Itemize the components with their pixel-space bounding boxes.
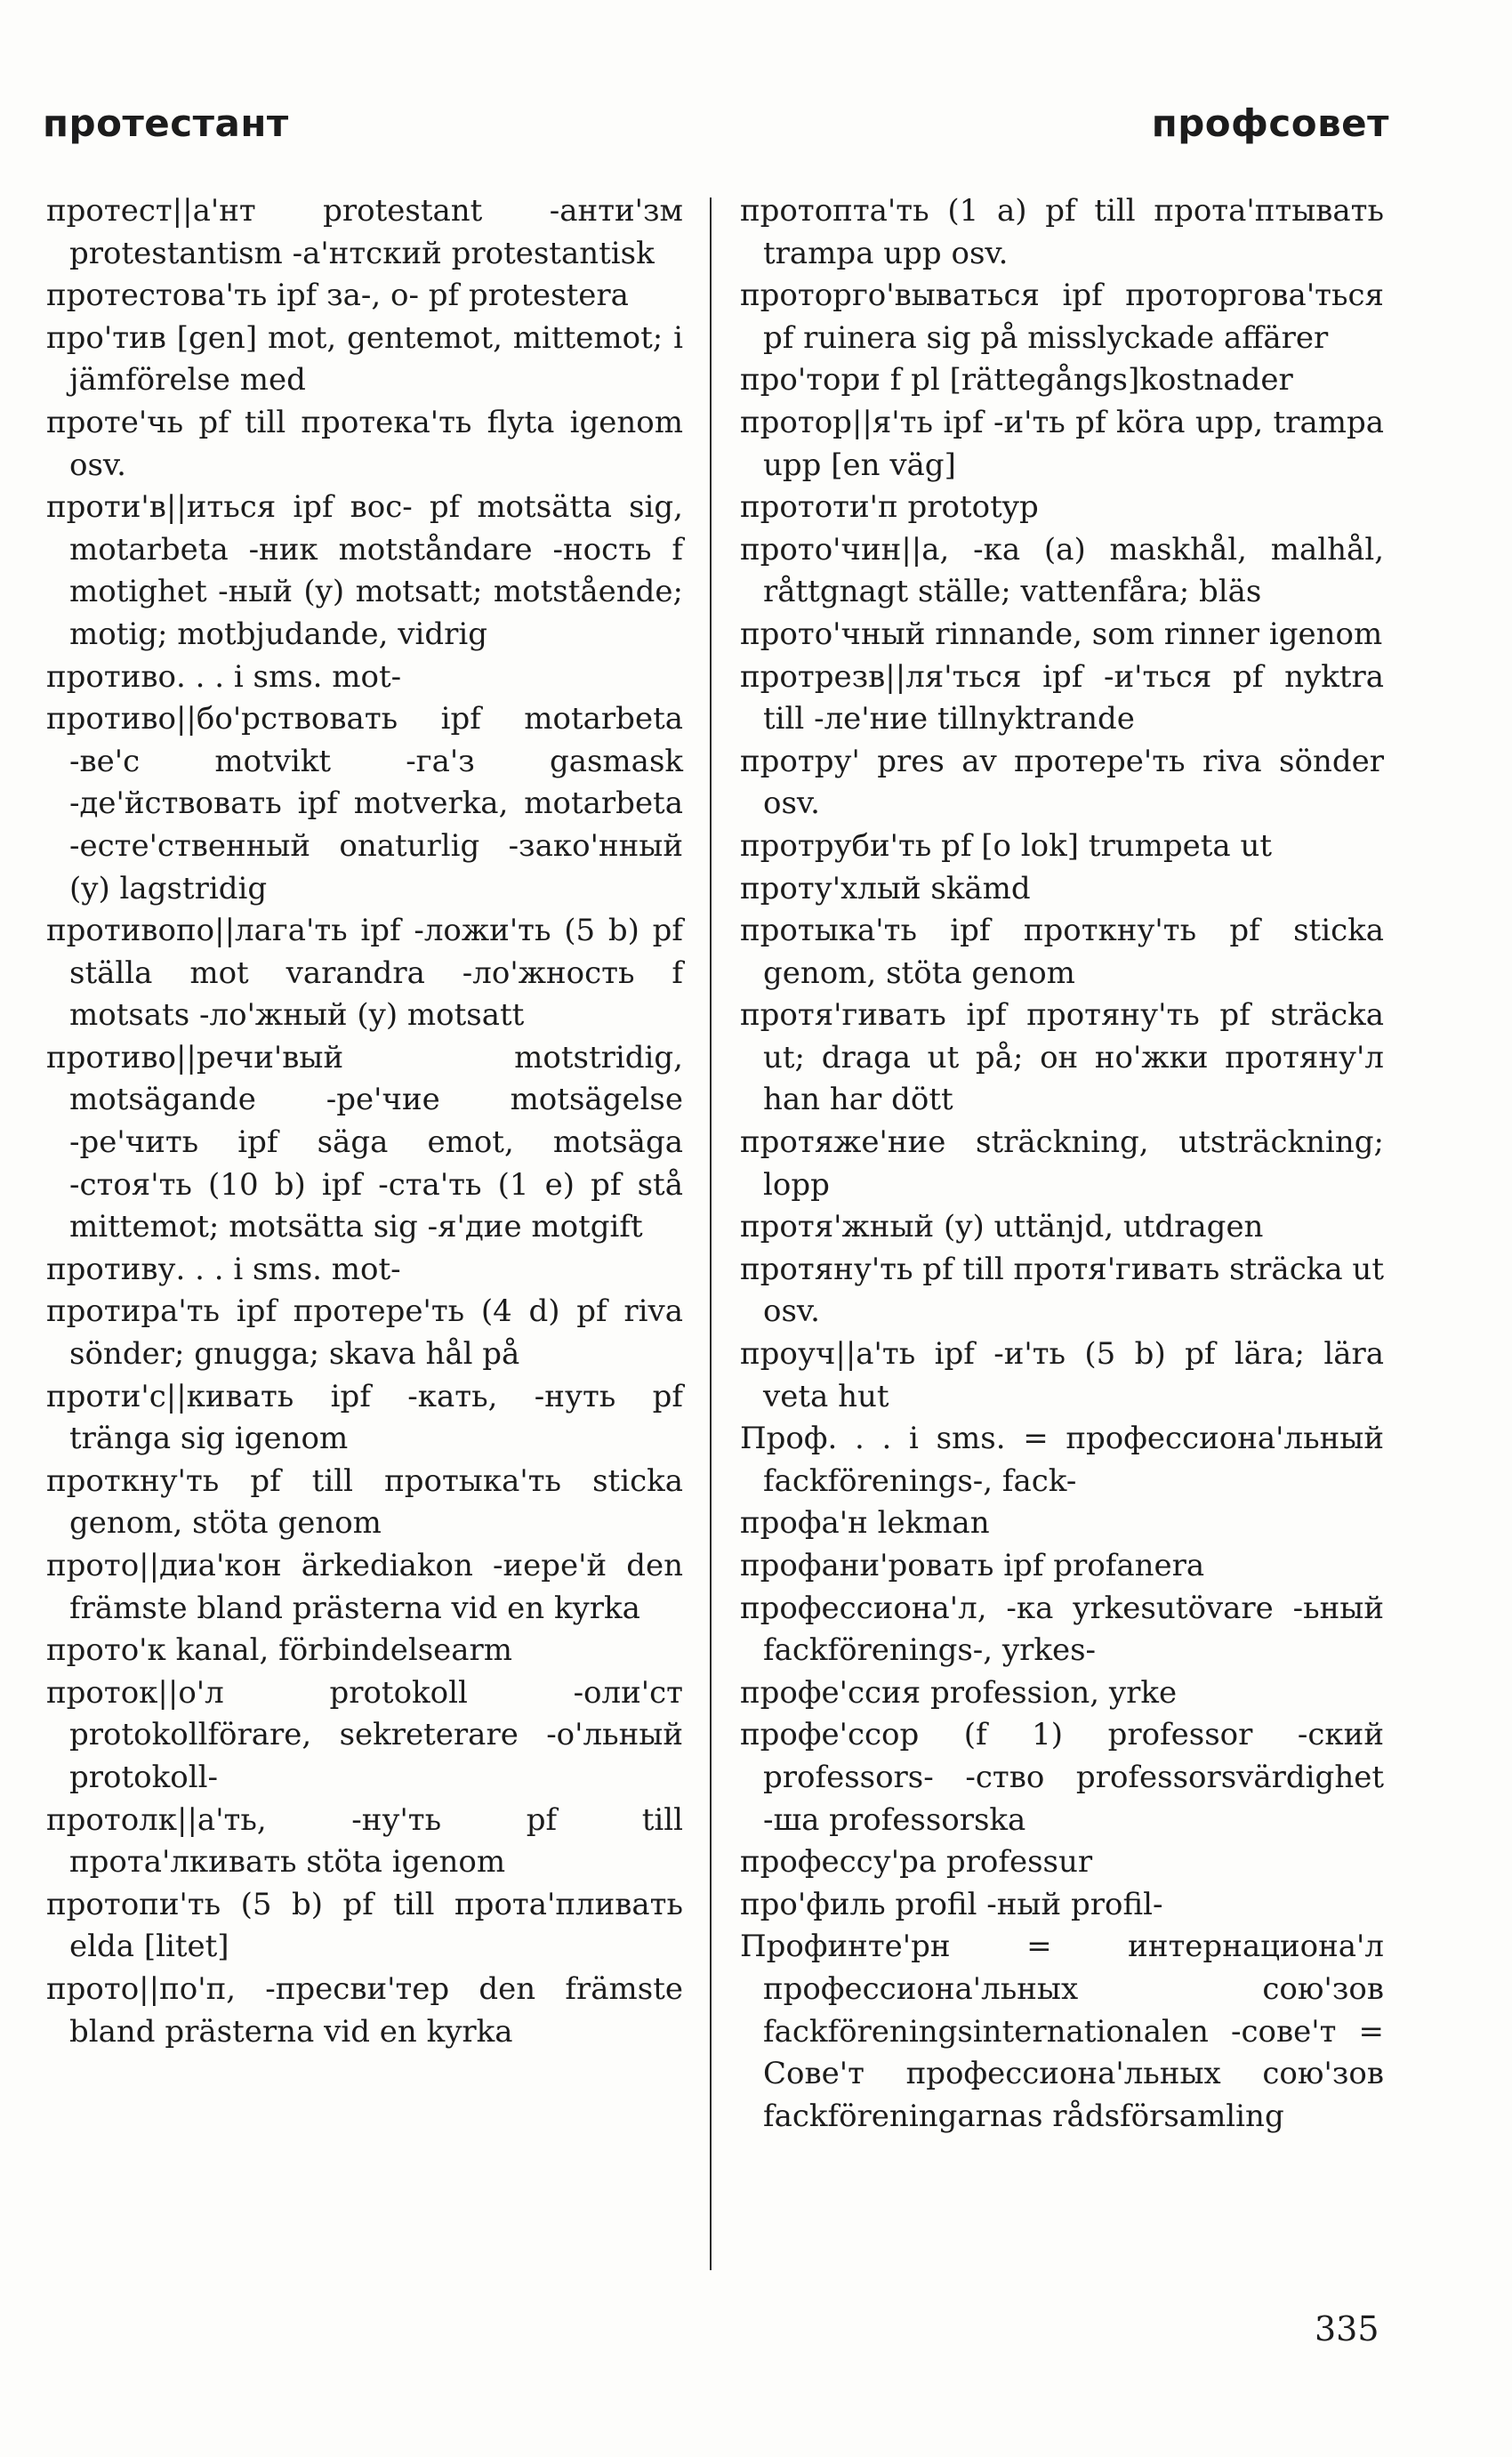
dictionary-entry: протрезв||ля'ться ipf -и'ться pf nyktra till -ле'ние tillnyktrande — [740, 658, 1384, 737]
dictionary-entry: про'тив [gen] mot, gentemot, mittemot; i jämförelse med — [46, 319, 683, 399]
dictionary-entry: протяну'ть pf till протя'гивать sträcka ut osv. — [740, 1251, 1384, 1330]
dictionary-entry: прото'к kanal, förbindelsearm — [46, 1632, 513, 1669]
dictionary-entry: протяже'ние sträckning, utsträckning; lopp — [740, 1124, 1384, 1203]
dictionary-entry: про'тори f pl [rättegångs]kostnader — [740, 362, 1293, 399]
dictionary-entry: противо. . . i sms. mot- — [46, 658, 402, 695]
dictionary-entry: протор||я'ть ipf -и'ть pf köra upp, trampa upp [en väg] — [740, 404, 1384, 483]
dictionary-entry: проток||о'л protokoll -оли'ст protokollförare, sekreterare -о'льный protokoll- — [46, 1674, 683, 1795]
dictionary-entry: Профинте'рн = интернациона'л профессиона'льных сою'зов fackföreningsinternationalen -сове'т = Сове'т профессиона'льных сою'зов fackföreningarnas rådsförsamling — [740, 1929, 1384, 2134]
dictionary-entry: прото'чин||а, -ка (a) maskhål, malhål, råttgnagt ställe; vattenfåra; bläs — [740, 531, 1384, 610]
dictionary-entry: протру' pres av протере'ть riva sönder osv. — [740, 743, 1384, 822]
dictionary-entry: прото||диа'кон ärkediakon -иере'й den främste bland prästerna vid en kyrka — [46, 1548, 683, 1626]
dictionary-entry: противо||бо'рствовать ipf motarbeta -ве'с motvikt -га'з gasmask -де'йствовать ipf motverka, motarbeta -есте'ственный onaturlig -зако'нный (y) lagstridig — [46, 701, 683, 906]
dictionary-entry: прото'чный rinnande, som rinner igenom — [740, 616, 1383, 652]
right-column — [740, 190, 1384, 2138]
dictionary-entry: профани'ровать ipf profanera — [740, 1548, 1205, 1583]
dictionary-entry: протестова'ть ipf за-, о- pf protestera — [46, 278, 629, 314]
column-divider — [710, 197, 712, 2270]
dictionary-entry: проту'хлый skämd — [740, 870, 1031, 906]
left-column — [46, 190, 683, 2053]
page-number: 335 — [1315, 2309, 1379, 2348]
dictionary-entry: профессу'ра professur — [740, 1844, 1093, 1881]
dictionary-entry: проти'с||кивать ipf -кать, -нуть pf tränga sig igenom — [46, 1378, 683, 1457]
running-head-left: протестант — [43, 101, 289, 145]
dictionary-entry: профе'ссия profession, yrke — [740, 1674, 1178, 1711]
dictionary-entry: профе'ссор (f 1) professor -ский professors- -ство professorsvärdighet -ша professorska — [740, 1717, 1384, 1838]
dictionary-entry: проте'чь pf till протека'ть flyta igenom osv. — [46, 404, 683, 483]
dictionary-entry: Проф. . . i sms. = профессиона'льный fackförenings-, fack- — [740, 1421, 1384, 1499]
dictionary-entry: протя'жный (y) uttänjd, utdragen — [740, 1209, 1264, 1245]
dictionary-entry: прототи'п prototyp — [740, 489, 1039, 526]
running-head-right: профсовет — [1151, 101, 1389, 145]
dictionary-entry: проткну'ть pf till протыка'ть sticka genom, stöta genom — [46, 1462, 683, 1542]
dictionary-entry: про'филь profil -ный profil- — [740, 1886, 1163, 1922]
dictionary-entry: протруби'ть pf [o lok] trumpeta ut — [740, 827, 1273, 864]
dictionary-entry: противу. . . i sms. mot- — [46, 1251, 401, 1287]
dictionary-entry: прото||по'п, -пресви'тер den främste bland prästerna vid en kyrka — [46, 1970, 683, 2050]
dictionary-entry: проуч||а'ть ipf -и'ть (5 b) pf lära; lära veta hut — [740, 1336, 1384, 1414]
dictionary-entry: протопта'ть (1 a) pf till прота'птывать trampa upp osv. — [740, 193, 1384, 271]
dictionary-entry: противо||речи'вый motstridig, motsägande -ре'чие motsägelse -ре'чить ipf säga emot, motsäga -стоя'ть (10 b) ipf -ста'ть (1 e) pf stå mittemot; motsätta sig -я'дие motgift — [46, 1039, 683, 1245]
dictionary-entry: протолк||а'ть, -ну'ть pf till прота'лкивать stöta igenom — [46, 1801, 683, 1881]
dictionary-entry: протест||а'нт protestant -анти'зм protestantism -а'нтский protestantisk — [46, 193, 683, 271]
dictionary-entry: противопо||лага'ть ipf -ложи'ть (5 b) pf ställa mot varandra -ло'жность f motsats -ло'жный (y) motsatt — [46, 913, 683, 1034]
dictionary-entry: протопи'ть (5 b) pf till прота'пливать elda [litet] — [46, 1886, 683, 1965]
dictionary-entry: протя'гивать ipf протяну'ть pf sträcka ut; draga ut på; он но'жки протяну'л han har dött — [740, 997, 1384, 1118]
dictionary-entry: проти'в||иться ipf вос- pf motsätta sig, motarbeta -ник motståndare -ность f motighet -ный (y) motsatt; motstående; motig; motbjudande, vidrig — [46, 489, 683, 652]
dictionary-entry: протыка'ть ipf проткну'ть pf sticka genom, stöta genom — [740, 913, 1384, 991]
dictionary-entry: профа'н lekman — [740, 1505, 990, 1542]
dictionary-entry: профессиона'л, -ка yrkesutövare -ьный fackförenings-, yrkes- — [740, 1590, 1384, 1669]
dictionary-entry: протира'ть ipf протере'ть (4 d) pf riva sönder; gnugga; skava hål på — [46, 1293, 683, 1373]
dictionary-entry: проторго'вываться ipf проторгова'ться pf ruinera sig på misslyckade affärer — [740, 278, 1384, 356]
